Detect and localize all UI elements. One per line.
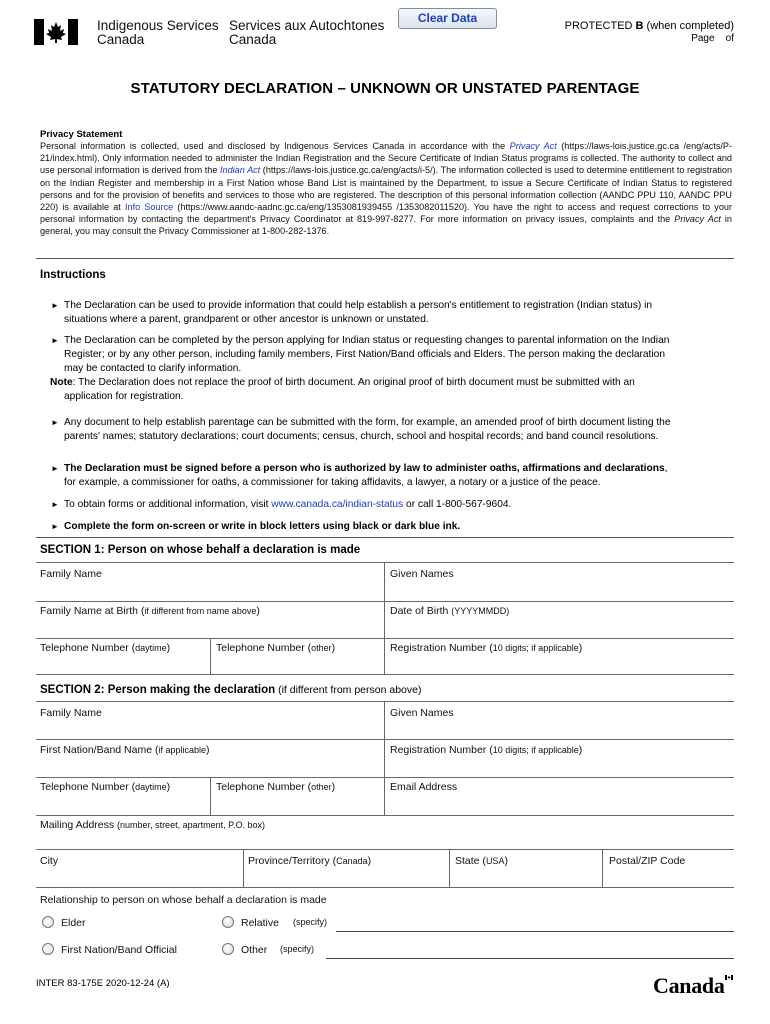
other-specify-label: (specify) xyxy=(280,944,315,954)
s2-postal-label: Postal/ZIP Code xyxy=(609,855,686,867)
radio-elder-label: Elder xyxy=(61,917,86,929)
s1-given-names-label: Given Names xyxy=(390,568,454,580)
s1-dob-field[interactable] xyxy=(386,603,734,637)
instruction-item: ► The Declaration can be completed by the person applying for Indian status or requesting changes to parental information on the Indian Register; or by any other person, including family members, First Nation/Band officials and Elders. The person making the declaration may be contacted to clarify information. xyxy=(51,335,670,374)
s1-dob-label: Date of Birth (YYYYMMDD) xyxy=(390,605,510,617)
info-source-link[interactable]: Info Source xyxy=(125,202,174,213)
page-of: Page of xyxy=(691,33,734,44)
s2-family-name-field[interactable] xyxy=(36,703,383,739)
instruction-note: Note: The Declaration does not replace the proof of birth document. An original proof of birth document must be submitted with an application for registration. xyxy=(50,377,635,402)
canada-wordmark: Canada xyxy=(653,973,725,998)
radio-other[interactable] xyxy=(222,943,234,955)
radio-band-official-label: First Nation/Band Official xyxy=(61,944,177,956)
indian-act-link[interactable]: Indian Act xyxy=(220,165,261,176)
s1-tel-day-label: Telephone Number (daytime) xyxy=(40,642,171,654)
relative-specify-label: (specify) xyxy=(293,917,328,927)
privacy-heading: Privacy Statement xyxy=(40,129,123,140)
s1-reg-no-label: Registration Number (10 digits; if applicable) xyxy=(390,642,583,654)
instruction-item: ► The Declaration can be used to provide information that could help establish a person's entitlement to registration (Indian status) in situations where a parent, grandparent or other ancestor is unknown or unstated. xyxy=(51,300,653,325)
s2-state-field[interactable] xyxy=(451,851,601,887)
wordmark-flag-icon xyxy=(725,975,733,980)
s2-reg-no-label: Registration Number (10 digits; if applicable) xyxy=(390,744,583,756)
s2-city-field[interactable] xyxy=(36,851,242,887)
department-name-en: Indigenous Services Canada xyxy=(97,18,219,47)
radio-relative-label: Relative xyxy=(241,917,279,929)
radio-relative[interactable] xyxy=(222,916,234,928)
privacy-act-link[interactable]: Privacy Act xyxy=(509,141,557,151)
relative-specify-field[interactable] xyxy=(336,913,734,931)
page-title: STATUTORY DECLARATION – UNKNOWN OR UNSTATED PARENTAGE xyxy=(130,80,640,97)
s2-tel-other-field[interactable] xyxy=(212,779,383,815)
s2-band-name-field[interactable] xyxy=(36,741,383,777)
form-id: INTER 83-175E 2020-12-24 (A) xyxy=(36,978,170,989)
radio-other-label: Other xyxy=(241,944,268,956)
s2-tel-day-field[interactable] xyxy=(36,779,209,815)
indian-status-link[interactable]: www.canada.ca/indian-status xyxy=(271,499,404,510)
s2-family-name-label: Family Name xyxy=(40,707,102,719)
department-name-fr: Services aux Autochtones Canada xyxy=(229,18,385,47)
protected-label: PROTECTED B (when completed) xyxy=(564,20,734,32)
s2-city-label: City xyxy=(40,855,59,867)
divider xyxy=(36,258,734,259)
s1-given-names-field[interactable] xyxy=(386,564,734,600)
s2-postal-field[interactable] xyxy=(604,851,734,887)
s2-relationship-label: Relationship to person on whose behalf a declaration is made xyxy=(40,894,327,906)
s1-tel-other-field[interactable] xyxy=(212,640,383,674)
other-specify-field[interactable] xyxy=(326,940,734,958)
radio-band-official[interactable] xyxy=(42,943,54,955)
s2-tel-other-label: Telephone Number (other) xyxy=(216,781,336,793)
canada-flag-icon xyxy=(34,19,78,45)
s2-reg-no-field[interactable] xyxy=(386,741,734,777)
s2-band-name-label: First Nation/Band Name (if applicable) xyxy=(40,744,210,756)
instruction-item: ► Any document to help establish parentage can be submitted with the form, for example, an amended proof of birth document listing the parents' names; statutory declarations; court documents; census, church, school and hospital records; and band council resolutions. xyxy=(51,417,671,442)
s2-province-label: Province/Territory (Canada) xyxy=(248,855,372,867)
s2-tel-day-label: Telephone Number (daytime) xyxy=(40,781,171,793)
section2-heading: SECTION 2: Person making the declaration (if different from person above) xyxy=(40,684,422,696)
s2-state-label: State (USA) xyxy=(455,855,508,867)
other-specify-line xyxy=(326,958,734,959)
s1-tel-day-field[interactable] xyxy=(36,640,209,674)
divider xyxy=(36,537,734,538)
s1-reg-no-field[interactable] xyxy=(386,640,734,674)
instruction-item: ► Complete the form on-screen or write in block letters using black or dark blue ink. xyxy=(51,521,461,532)
section1-heading: SECTION 1: Person on whose behalf a declaration is made xyxy=(40,544,361,556)
instruction-item: ► The Declaration must be signed before a person who is authorized by law to administer oaths, affirmations and declarations, for example, a commissioner for oaths, a commissioner for taking affidavits, a lawyer, a notary or a justice of the peace. xyxy=(51,463,668,488)
relative-specify-line xyxy=(336,931,734,932)
s2-province-field[interactable] xyxy=(245,851,448,887)
s1-family-name-birth-label: Family Name at Birth (if different from name above) xyxy=(40,605,260,617)
s1-family-name-label: Family Name xyxy=(40,568,102,580)
s1-tel-other-label: Telephone Number (other) xyxy=(216,642,336,654)
s2-given-names-field[interactable] xyxy=(386,703,734,739)
s2-mailing-field[interactable] xyxy=(36,817,734,849)
s1-family-name-field[interactable] xyxy=(36,564,383,600)
instruction-item: ► To obtain forms or additional information, visit www.canada.ca/indian-status or call 1-800-567-9604. xyxy=(51,499,512,510)
privacy-statement: Personal information is collected, used and disclosed by Indigenous Services Canada in accordance with the Privacy Act (https://laws-lois.justice.gc.ca /eng/acts/P-21/index.html). Only information needed to administer the Indian Registration and the Secure Certificate of Indian Status programs is collected. The authority to collect and use personal information is derived from the Indian Act (https://laws-lois.justice.gc.ca/eng/acts/i-5/). The information collected is used to determine entitlement to registration on the Indian Register and membership in a First Nation whose Band List is maintained by the Department, to issue a Secure Certificate of Indian Status to registered persons and for the provision of benefits and services to those who are registered. The description of this personal information collection (AANDC PPU 110, AANDC PPU 220) is available at Info Source (https://www.aandc-aadnc.gc.ca/eng/1353081939455 /1353082011520). You have the right to access and request corrections to your personal information by contacting the department's Privacy Coordinator at 819-997-8277. For more information on privacy issues, complaints and the Privacy Act in general, you may consult the Privacy Commissioner at 1-800-282-1376. xyxy=(40,141,733,237)
s2-given-names-label: Given Names xyxy=(390,707,454,719)
instructions-heading: Instructions xyxy=(40,269,106,281)
s2-mailing-label: Mailing Address (number, street, apartment, P.O. box) xyxy=(40,819,265,831)
s2-email-field[interactable] xyxy=(386,779,734,815)
clear-data-button[interactable]: Clear Data xyxy=(398,8,497,29)
s2-email-label: Email Address xyxy=(390,781,458,793)
radio-elder[interactable] xyxy=(42,916,54,928)
s1-family-name-birth-field[interactable] xyxy=(36,603,383,637)
